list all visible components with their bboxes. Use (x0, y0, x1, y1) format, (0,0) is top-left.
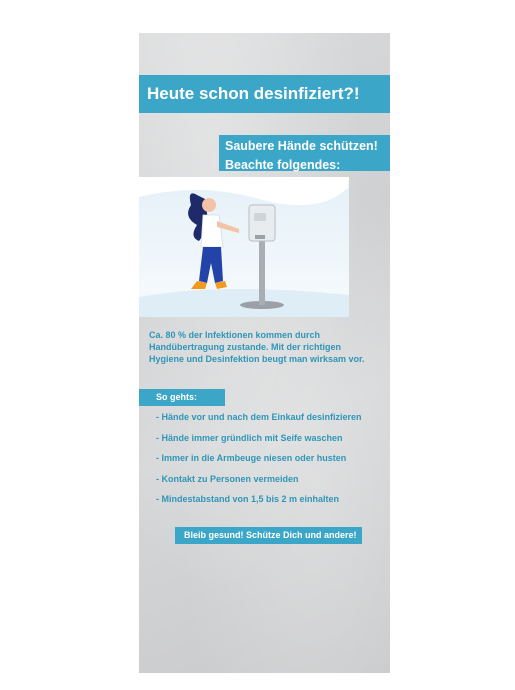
list-item: - Kontakt zu Personen vermeiden (156, 473, 299, 484)
subheadline-line-2: Beachte folgendes: (225, 158, 341, 172)
intro-line-2: Handübertragung zustande. Mit der richtigen (149, 342, 342, 352)
handwashing-illustration (139, 177, 349, 317)
headline: Heute schon desinfiziert?! (147, 84, 360, 103)
section-label: So gehts: (156, 392, 198, 402)
list-item: - Hände immer gründlich mit Seife waschen (156, 432, 343, 443)
intro-line-1: Ca. 80 % der Infektionen kommen durch (149, 330, 321, 340)
subheadline-line-1: Saubere Hände schützen! (225, 139, 378, 153)
footer-text: Bleib gesund! Schütze Dich und andere! (184, 530, 357, 540)
intro-line-3: Hygiene und Desinfektion beugt man wirksam vor. (149, 354, 365, 364)
tips-list (156, 411, 386, 514)
list-item: - Hände vor und nach dem Einkauf desinfizieren (156, 412, 362, 422)
list-item: - Immer in die Armbeuge niesen oder husten (156, 453, 347, 463)
section-label-bar (139, 389, 225, 406)
subheadline-box (219, 135, 390, 171)
footer-bar (175, 527, 362, 544)
intro-text (149, 329, 385, 365)
rollup-banner (139, 33, 390, 673)
list-item: - Mindestabstand von 1,5 bis 2 m einhalten (156, 494, 340, 504)
headline-bar (139, 75, 390, 113)
